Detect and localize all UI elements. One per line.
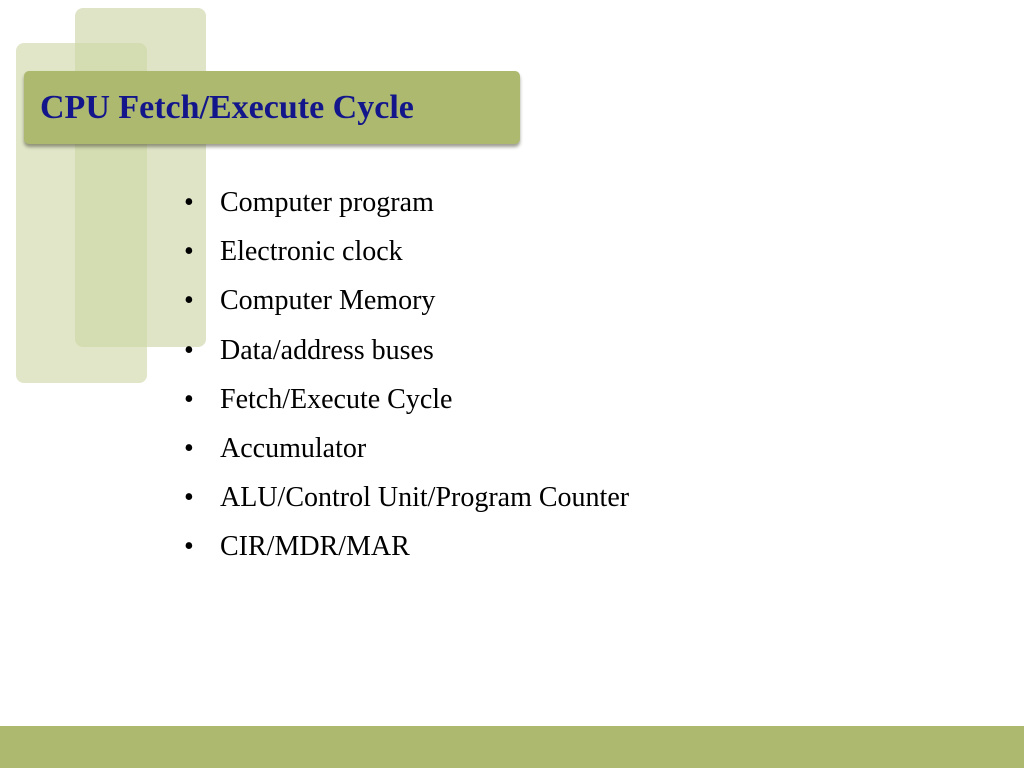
- bullet-text: Data/address buses: [220, 334, 434, 366]
- bullet-icon: •: [184, 285, 194, 317]
- bullet-item: [180, 326, 629, 375]
- bullet-icon: •: [184, 383, 194, 415]
- footer-bar: [0, 726, 1024, 768]
- bullet-list: [180, 178, 629, 572]
- bullet-item: [180, 522, 629, 571]
- slide-title: CPU Fetch/Execute Cycle: [40, 89, 414, 126]
- bullet-text: Computer program: [220, 187, 434, 218]
- bullet-text: Accumulator: [220, 432, 367, 464]
- bullet-item: [180, 276, 629, 325]
- bullet-text: Electronic clock: [220, 236, 403, 268]
- bullet-item: [180, 178, 629, 227]
- bullet-text: Computer Memory: [220, 285, 436, 317]
- bullet-text: ALU/Control Unit/Program Counter: [220, 482, 630, 514]
- bullet-icon: •: [184, 187, 194, 218]
- bullet-text: CIR/MDR/MAR: [220, 531, 410, 563]
- bullet-item: [180, 227, 629, 276]
- bullet-icon: •: [184, 236, 194, 268]
- bullet-item: [180, 375, 629, 424]
- bullet-item: [180, 473, 629, 522]
- bullet-icon: •: [184, 334, 194, 366]
- bullet-icon: •: [184, 531, 194, 563]
- bullet-icon: •: [184, 432, 194, 464]
- bullet-icon: •: [184, 482, 194, 514]
- bullet-text: Fetch/Execute Cycle: [220, 383, 453, 415]
- bullet-item: [180, 424, 629, 473]
